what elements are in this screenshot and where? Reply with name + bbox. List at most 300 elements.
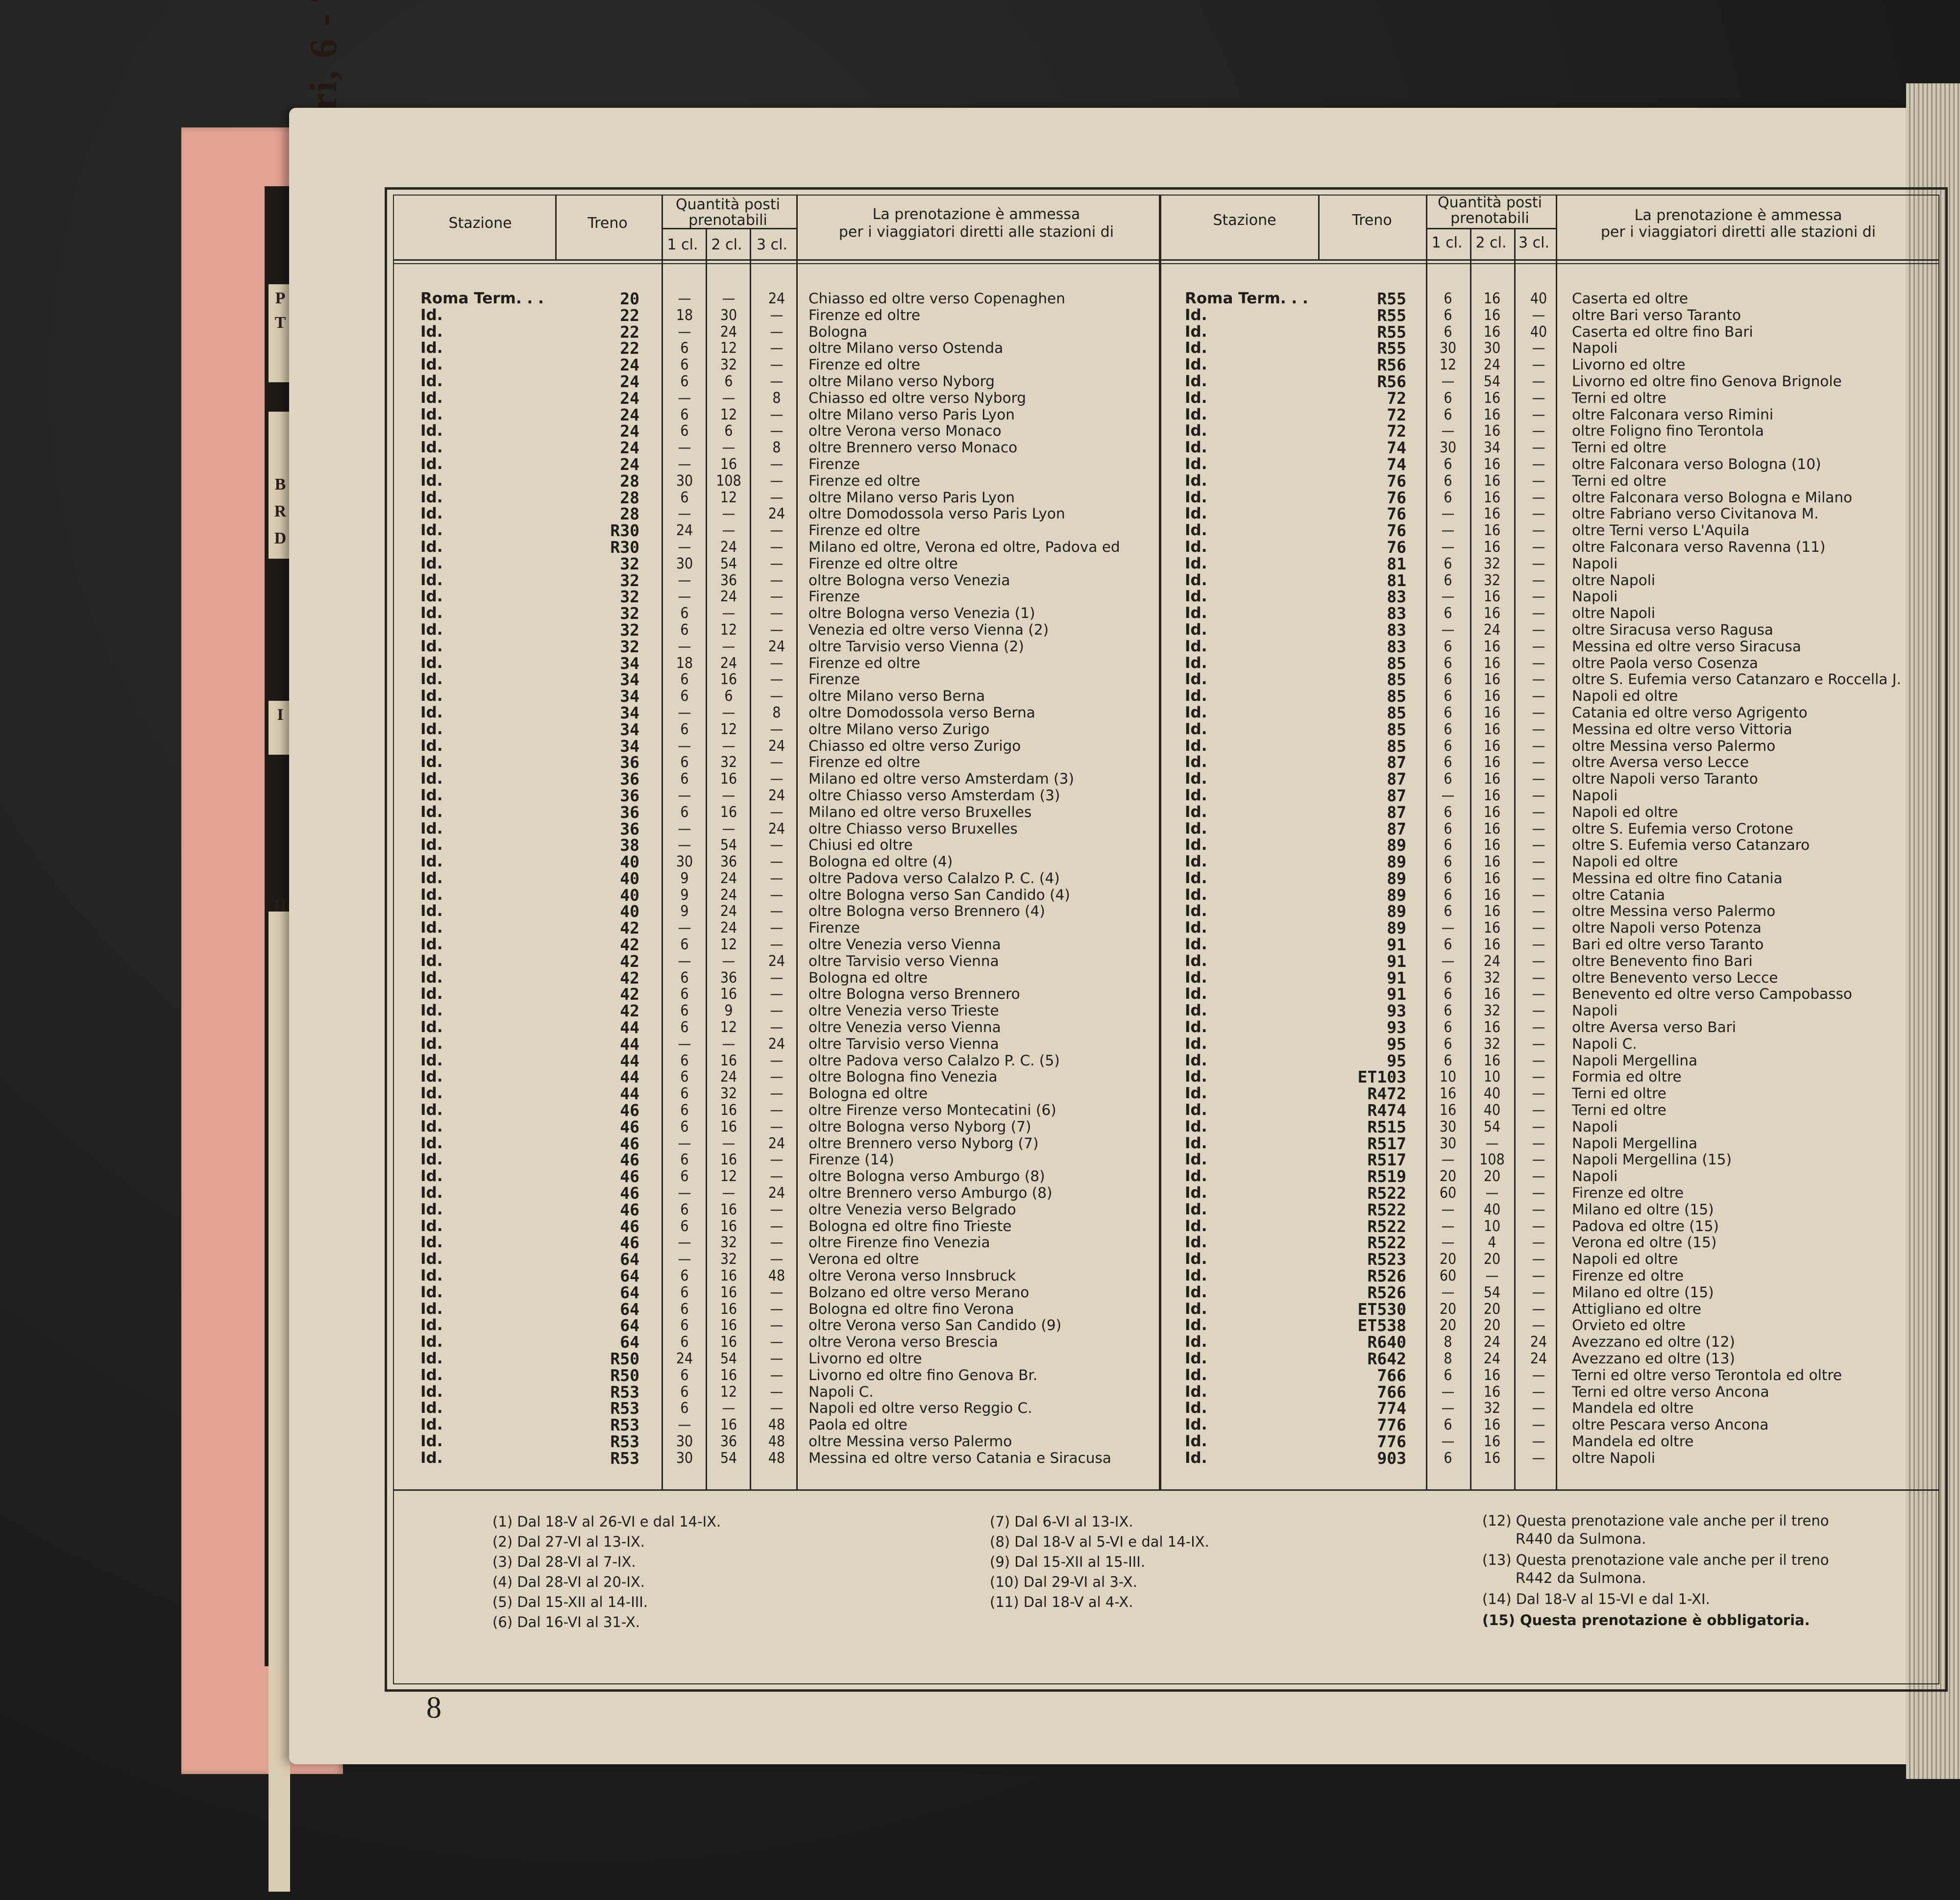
cell-2cl: —	[722, 820, 735, 838]
cell-treno: 46	[620, 1101, 639, 1120]
cell-3cl: —	[770, 571, 784, 589]
cell-stazione: Id.	[420, 538, 443, 556]
cell-3cl: —	[770, 803, 784, 821]
cell-2cl: 16	[720, 1201, 737, 1218]
cell-stazione: Id.	[420, 405, 443, 423]
cell-2cl: 16	[1483, 1416, 1501, 1434]
cell-1cl: 6	[680, 1052, 689, 1069]
cell-3cl: 48	[768, 1416, 785, 1434]
cell-1cl: 12	[1439, 356, 1457, 374]
cell-treno: 774	[1377, 1399, 1406, 1418]
cell-stazione: Id.	[420, 620, 443, 639]
cell-3cl: —	[1532, 886, 1545, 904]
cell-stazione: Id.	[1185, 1333, 1207, 1351]
cell-treno: 24	[620, 355, 639, 375]
cell-treno: 34	[620, 736, 639, 756]
cell-stazione: Id.	[420, 919, 443, 937]
cell-1cl: —	[1441, 1217, 1455, 1235]
cell-1cl: 18	[676, 654, 693, 672]
cell-1cl: 6	[1444, 571, 1452, 589]
cell-destinazione: oltre Venezia verso Belgrado	[808, 1201, 1016, 1218]
cell-destinazione: Milano ed oltre (15)	[1572, 1283, 1714, 1301]
cell-stazione: Id.	[420, 737, 443, 755]
cell-destinazione: Chiasso ed oltre verso Zurigo	[808, 737, 1021, 754]
cell-3cl: —	[1532, 588, 1545, 606]
cell-treno: R522	[1367, 1216, 1406, 1236]
cell-1cl: —	[1441, 522, 1455, 540]
cell-3cl: —	[1532, 936, 1545, 954]
ad-letter: D	[274, 529, 287, 547]
cell-3cl: 48	[768, 1432, 785, 1450]
cell-stazione: Id.	[420, 1399, 443, 1417]
cell-3cl: —	[770, 1002, 784, 1020]
cell-destinazione: oltre Bologna fino Venezia	[808, 1068, 998, 1086]
cell-1cl: 6	[1444, 389, 1452, 407]
cell-stazione: Id.	[1185, 521, 1207, 540]
cell-1cl: 6	[680, 986, 689, 1003]
cell-treno: R522	[1367, 1184, 1406, 1203]
cell-destinazione: Milano ed oltre (15)	[1572, 1201, 1714, 1218]
cell-1cl: —	[1441, 588, 1455, 606]
cell-1cl: 6	[1444, 803, 1452, 821]
footnote: (6) Dal 16-VI al 31-X.	[492, 1614, 640, 1630]
cell-treno: R526	[1367, 1283, 1406, 1302]
cell-1cl: —	[1441, 1234, 1455, 1252]
cell-2cl: 4	[1488, 1234, 1496, 1252]
cell-stazione: Id.	[1185, 936, 1207, 954]
cell-2cl: 16	[720, 1366, 737, 1384]
cell-destinazione: oltre Messina verso Palermo	[808, 1432, 1012, 1450]
cell-3cl: —	[1532, 1068, 1545, 1086]
cell-3cl: —	[1532, 1052, 1545, 1069]
cell-destinazione: Paola ed oltre	[808, 1416, 907, 1433]
cell-stazione: Id.	[420, 372, 443, 390]
cell-destinazione: oltre Venezia verso Vienna	[808, 1019, 1001, 1036]
cell-2cl: —	[722, 605, 735, 622]
cell-1cl: 6	[680, 1283, 689, 1301]
cell-destinazione: Firenze	[808, 455, 860, 472]
cell-destinazione: Orvieto ed oltre	[1572, 1317, 1686, 1334]
cell-1cl: 6	[1444, 1035, 1452, 1053]
table-row	[0, 539, 1960, 556]
table-row	[0, 986, 1960, 1003]
cell-1cl: 60	[1439, 1267, 1457, 1285]
cell-1cl: —	[678, 737, 691, 755]
table-row	[0, 1069, 1960, 1086]
footnote: (12) Questa prenotazione vale anche per il treno	[1482, 1512, 1829, 1529]
table-row	[0, 870, 1960, 887]
cell-1cl: —	[678, 704, 691, 721]
cell-1cl: 6	[680, 1068, 689, 1086]
table-row	[0, 605, 1960, 622]
cell-1cl: —	[678, 290, 691, 307]
cell-destinazione: oltre Bologna verso Nyborg (7)	[808, 1118, 1031, 1135]
cell-destinazione: oltre Chiasso verso Amsterdam (3)	[808, 787, 1060, 804]
cell-treno: 40	[620, 902, 639, 921]
cell-treno: R640	[1367, 1332, 1406, 1352]
cell-stazione: Id.	[1185, 1316, 1207, 1334]
cell-treno: R53	[610, 1382, 639, 1402]
cell-stazione: Id.	[420, 853, 443, 871]
header-treno: Treno	[588, 215, 628, 232]
cell-destinazione: Firenze ed oltre	[808, 306, 921, 323]
cell-treno: 64	[620, 1250, 639, 1269]
col-divider	[1318, 196, 1320, 259]
cell-stazione: Id.	[420, 1449, 443, 1467]
table-row	[0, 357, 1960, 373]
cell-1cl: 30	[1439, 340, 1457, 357]
cell-1cl: 6	[1444, 671, 1452, 689]
footnotes-col-1	[492, 1512, 721, 1632]
cell-destinazione: oltre Domodossola verso Berna	[808, 704, 1035, 721]
cell-destinazione: Bologna	[808, 323, 868, 340]
cell-2cl: 20	[1483, 1300, 1501, 1318]
cell-stazione: Id.	[1185, 886, 1207, 904]
cell-2cl: —	[722, 439, 735, 457]
cell-treno: 46	[620, 1216, 639, 1236]
cell-1cl: —	[1441, 1283, 1455, 1301]
table-row	[0, 1102, 1960, 1119]
cell-treno: 76	[1387, 504, 1406, 524]
cell-destinazione: Firenze ed oltre	[808, 522, 921, 539]
cell-2cl: 24	[1483, 1350, 1501, 1367]
cell-1cl: —	[1441, 505, 1455, 523]
cell-3cl: 48	[768, 1267, 785, 1285]
cell-treno: R472	[1367, 1084, 1406, 1104]
cell-2cl: 36	[720, 969, 737, 987]
cell-treno: 89	[1387, 885, 1406, 905]
cell-1cl: 6	[1444, 720, 1452, 738]
table-row	[0, 291, 1960, 307]
cell-stazione: Id.	[1185, 819, 1207, 838]
cell-destinazione: oltre Benevento fino Bari	[1572, 952, 1753, 969]
cell-1cl: 6	[1444, 605, 1452, 622]
cell-destinazione: oltre Bologna verso San Candido (4)	[808, 886, 1070, 903]
footnote: (11) Dal 18-V al 4-X.	[990, 1594, 1133, 1610]
cell-treno: 34	[620, 703, 639, 722]
cell-1cl: 6	[680, 621, 689, 639]
cell-treno: 72	[1387, 421, 1406, 441]
table-row	[0, 1417, 1960, 1433]
cell-1cl: 9	[680, 869, 689, 887]
cell-1cl: 6	[1444, 688, 1452, 705]
cell-1cl: 6	[680, 688, 689, 705]
cell-stazione: Id.	[420, 703, 443, 721]
footnote: (5) Dal 15-XII al 14-III.	[492, 1594, 648, 1610]
table-row	[0, 1135, 1960, 1152]
cell-1cl: 6	[1444, 704, 1452, 721]
cell-destinazione: Terni ed oltre	[1572, 1085, 1666, 1102]
cell-1cl: 6	[680, 1366, 689, 1384]
cell-2cl: 36	[720, 1432, 737, 1450]
footnote: (4) Dal 28-VI al 20-IX.	[492, 1574, 645, 1590]
cell-2cl: 16	[1483, 688, 1501, 705]
cell-destinazione: Firenze ed oltre	[808, 654, 921, 671]
cell-2cl: 16	[1483, 903, 1501, 920]
cell-2cl: 54	[720, 555, 737, 572]
cell-treno: 87	[1387, 819, 1406, 839]
cell-treno: R56	[1377, 371, 1406, 391]
cell-2cl: 16	[720, 1317, 737, 1334]
cell-1cl: —	[1441, 1400, 1455, 1417]
cell-stazione: Id.	[1185, 1250, 1207, 1268]
cell-1cl: —	[1441, 1383, 1455, 1401]
cell-treno: 44	[620, 1051, 639, 1070]
cell-2cl: 24	[720, 1068, 737, 1086]
cell-3cl: —	[770, 886, 784, 904]
cell-3cl: —	[770, 472, 784, 490]
cell-stazione: Id.	[1185, 687, 1207, 705]
cell-1cl: —	[678, 638, 691, 655]
cell-1cl: 8	[1444, 1350, 1452, 1367]
cell-treno: 46	[620, 1134, 639, 1153]
cell-2cl: 16	[1483, 671, 1501, 689]
cell-destinazione: Catania ed oltre verso Agrigento	[1572, 704, 1808, 721]
header-cl3: 3 cl.	[1519, 234, 1549, 251]
cell-destinazione: oltre Paola verso Cosenza	[1572, 654, 1759, 671]
cell-2cl: —	[722, 787, 735, 804]
cell-treno: 74	[1387, 438, 1406, 458]
table-row	[0, 340, 1960, 357]
cell-stazione: Id.	[420, 670, 443, 689]
cell-1cl: —	[678, 538, 691, 556]
cell-stazione: Id.	[1185, 1449, 1207, 1467]
cell-1cl: 8	[1444, 1333, 1452, 1351]
cell-treno: 36	[620, 786, 639, 805]
cell-2cl: 16	[720, 671, 737, 689]
cell-1cl: 6	[680, 605, 689, 622]
table-row	[0, 572, 1960, 589]
cell-stazione: Id.	[1185, 1267, 1207, 1285]
cell-2cl: 34	[1483, 439, 1501, 457]
cell-3cl: —	[1532, 356, 1545, 374]
cell-treno: 91	[1387, 951, 1406, 971]
cell-destinazione: oltre S. Eufemia verso Catanzaro e Roccella J.	[1572, 671, 1901, 688]
cell-1cl: 6	[1444, 837, 1452, 854]
cell-treno: 36	[620, 769, 639, 789]
cell-2cl: 6	[724, 372, 733, 390]
cell-3cl: —	[770, 936, 784, 954]
footnote-continuation: R440 da Sulmona.	[1516, 1530, 1646, 1547]
cell-2cl: 108	[1479, 1151, 1505, 1169]
cell-3cl: 24	[768, 787, 785, 804]
cell-1cl: —	[678, 455, 691, 473]
cell-stazione: Id.	[1185, 1051, 1207, 1069]
footnote: (14) Dal 18-V al 15-VI e dal 1-XI.	[1482, 1591, 1710, 1607]
cell-stazione: Id.	[420, 1134, 443, 1152]
cell-treno: 81	[1387, 570, 1406, 590]
cell-1cl: —	[1441, 621, 1455, 639]
table-row	[0, 1152, 1960, 1168]
cell-2cl: 32	[720, 1085, 737, 1103]
table-row	[0, 970, 1960, 987]
cell-destinazione: Napoli Mergellina	[1572, 1052, 1698, 1069]
cell-3cl: —	[1532, 455, 1545, 473]
table-row	[0, 506, 1960, 522]
table-row	[0, 456, 1960, 473]
cell-3cl: —	[770, 1052, 784, 1069]
cell-2cl: 32	[1483, 571, 1501, 589]
cell-2cl: 16	[1483, 737, 1501, 755]
cell-1cl: 6	[1444, 1052, 1452, 1069]
cell-stazione: Id.	[1185, 1283, 1207, 1301]
cell-3cl: —	[770, 1400, 784, 1417]
cell-3cl: —	[770, 588, 784, 606]
table-row	[0, 1450, 1960, 1467]
cell-stazione: Id.	[1185, 439, 1207, 457]
cell-treno: 83	[1387, 620, 1406, 640]
cell-3cl: —	[1532, 340, 1545, 357]
cell-2cl: 12	[720, 489, 737, 506]
header-quantita: Quantità posti	[676, 196, 780, 213]
table-row	[0, 1086, 1960, 1102]
cell-stazione: Id.	[1185, 737, 1207, 755]
cell-stazione: Id.	[420, 1366, 443, 1384]
cell-3cl: —	[1532, 1201, 1545, 1218]
cell-destinazione: oltre Catania	[1572, 886, 1666, 903]
cell-2cl: 16	[1483, 389, 1501, 407]
cell-destinazione: Firenze ed oltre	[808, 472, 921, 489]
cell-1cl: 6	[1444, 820, 1452, 838]
cell-3cl: —	[770, 1333, 784, 1351]
cell-stazione: Id.	[420, 1002, 443, 1020]
cell-3cl: —	[770, 1251, 784, 1268]
cell-treno: 36	[620, 802, 639, 822]
cell-1cl: —	[678, 505, 691, 523]
cell-stazione: Id.	[1185, 637, 1207, 655]
cell-1cl: 6	[680, 671, 689, 689]
cell-2cl: 6	[724, 422, 733, 440]
cell-1cl: 6	[1444, 555, 1452, 572]
cell-1cl: 6	[680, 1217, 689, 1235]
cell-2cl: 12	[720, 406, 737, 423]
cell-3cl: 48	[768, 1449, 785, 1467]
cell-stazione: Id.	[420, 637, 443, 655]
cell-3cl: —	[1532, 1168, 1545, 1185]
cell-3cl: —	[770, 422, 784, 440]
cell-stazione: Id.	[420, 1250, 443, 1268]
cell-2cl: 16	[1483, 919, 1501, 937]
cell-stazione: Id.	[1185, 1101, 1207, 1119]
cell-treno: 40	[620, 852, 639, 872]
cell-destinazione: Mandela ed oltre	[1572, 1432, 1694, 1450]
cell-destinazione: oltre Terni verso L'Aquila	[1572, 522, 1750, 539]
cell-2cl: 54	[720, 837, 737, 854]
cell-2cl: 32	[1483, 1035, 1501, 1053]
cell-destinazione: oltre Bologna verso Brennero	[808, 986, 1020, 1003]
cell-3cl: —	[1532, 969, 1545, 987]
table-row	[0, 854, 1960, 870]
cell-1cl: 6	[1444, 986, 1452, 1003]
cell-1cl: 6	[680, 1383, 689, 1401]
cell-destinazione: oltre Tarvisio verso Vienna (2)	[808, 638, 1024, 655]
cell-destinazione: Napoli Mergellina (15)	[1572, 1151, 1732, 1168]
cell-stazione: Id.	[1185, 339, 1207, 357]
cell-2cl: 16	[1483, 1383, 1501, 1401]
header-destinazioni-sub: per i viaggiatori diretti alle stazioni di	[838, 223, 1114, 241]
cell-1cl: 6	[680, 1168, 689, 1185]
col-divider	[555, 196, 557, 259]
cell-1cl: 6	[1444, 737, 1452, 755]
table-row	[0, 1384, 1960, 1401]
cell-3cl: —	[770, 1350, 784, 1367]
cell-3cl: —	[1532, 1151, 1545, 1169]
table-row	[0, 1185, 1960, 1202]
cell-1cl: —	[678, 439, 691, 457]
cell-2cl: 10	[1483, 1068, 1501, 1086]
table-row	[0, 1053, 1960, 1069]
cell-stazione: Id.	[420, 1382, 443, 1401]
table-row	[0, 407, 1960, 423]
cell-stazione: Id.	[1185, 670, 1207, 689]
ad-letter: T	[274, 314, 286, 332]
cell-stazione: Id.	[1185, 1382, 1207, 1401]
cell-3cl: —	[770, 306, 784, 324]
cell-destinazione: oltre Milano verso Nyborg	[808, 372, 995, 390]
cell-3cl: —	[770, 356, 784, 374]
cell-stazione: Id.	[1185, 1350, 1207, 1367]
cell-destinazione: oltre Milano verso Zurigo	[808, 720, 990, 738]
cell-treno: 85	[1387, 703, 1406, 722]
cell-treno: R30	[610, 537, 639, 557]
cell-1cl: —	[678, 588, 691, 606]
cell-2cl: 10	[1483, 1217, 1501, 1235]
footnote: (13) Questa prenotazione vale anche per il treno	[1482, 1552, 1829, 1568]
cell-destinazione: oltre Messina verso Palermo	[1572, 737, 1776, 754]
cell-2cl: 16	[1483, 455, 1501, 473]
table-row	[0, 639, 1960, 655]
cell-treno: 76	[1387, 521, 1406, 541]
cell-treno: 44	[620, 1018, 639, 1037]
cell-1cl: —	[678, 1416, 691, 1434]
cell-stazione: Id.	[420, 389, 443, 407]
ad-letter: P	[275, 289, 286, 307]
cell-1cl: 30	[676, 472, 693, 490]
cell-1cl: 18	[676, 306, 693, 324]
cell-stazione: Id.	[1185, 1167, 1207, 1185]
cell-1cl: 6	[1444, 936, 1452, 954]
cell-treno: 83	[1387, 604, 1406, 623]
cell-1cl: 6	[680, 936, 689, 954]
footnote: (10) Dal 29-VI al 3-X.	[990, 1574, 1138, 1590]
cell-1cl: —	[678, 1035, 691, 1053]
cell-2cl: 24	[720, 869, 737, 887]
cell-1cl: —	[678, 1184, 691, 1202]
cell-stazione: Id.	[1185, 505, 1207, 523]
cell-1cl: 6	[680, 1151, 689, 1169]
header-destinazioni-sub: per i viaggiatori diretti alle stazioni di	[1600, 223, 1876, 241]
cell-destinazione: oltre Aversa verso Bari	[1572, 1019, 1737, 1036]
cell-treno: 40	[620, 868, 639, 888]
cell-destinazione: Napoli	[1572, 340, 1618, 357]
cell-destinazione: oltre Messina verso Palermo	[1572, 903, 1776, 920]
cell-3cl: —	[1532, 538, 1545, 556]
cell-treno: 36	[620, 819, 639, 839]
cell-3cl: —	[1532, 571, 1545, 589]
cell-destinazione: Chiasso ed oltre verso Copenaghen	[808, 290, 1065, 307]
cell-3cl: —	[770, 605, 784, 622]
cell-destinazione: Napoli ed oltre	[1572, 688, 1678, 705]
cell-stazione: Id.	[1185, 372, 1207, 390]
cell-3cl: —	[1532, 1267, 1545, 1285]
cell-2cl: 16	[1483, 290, 1501, 307]
cell-stazione: Id.	[1185, 455, 1207, 473]
cell-2cl: —	[1485, 1267, 1499, 1285]
cell-stazione: Id.	[420, 1432, 443, 1450]
cell-treno: 91	[1387, 935, 1406, 955]
cell-destinazione: Milano ed oltre verso Bruxelles	[808, 803, 1032, 820]
table-row	[0, 1218, 1960, 1235]
